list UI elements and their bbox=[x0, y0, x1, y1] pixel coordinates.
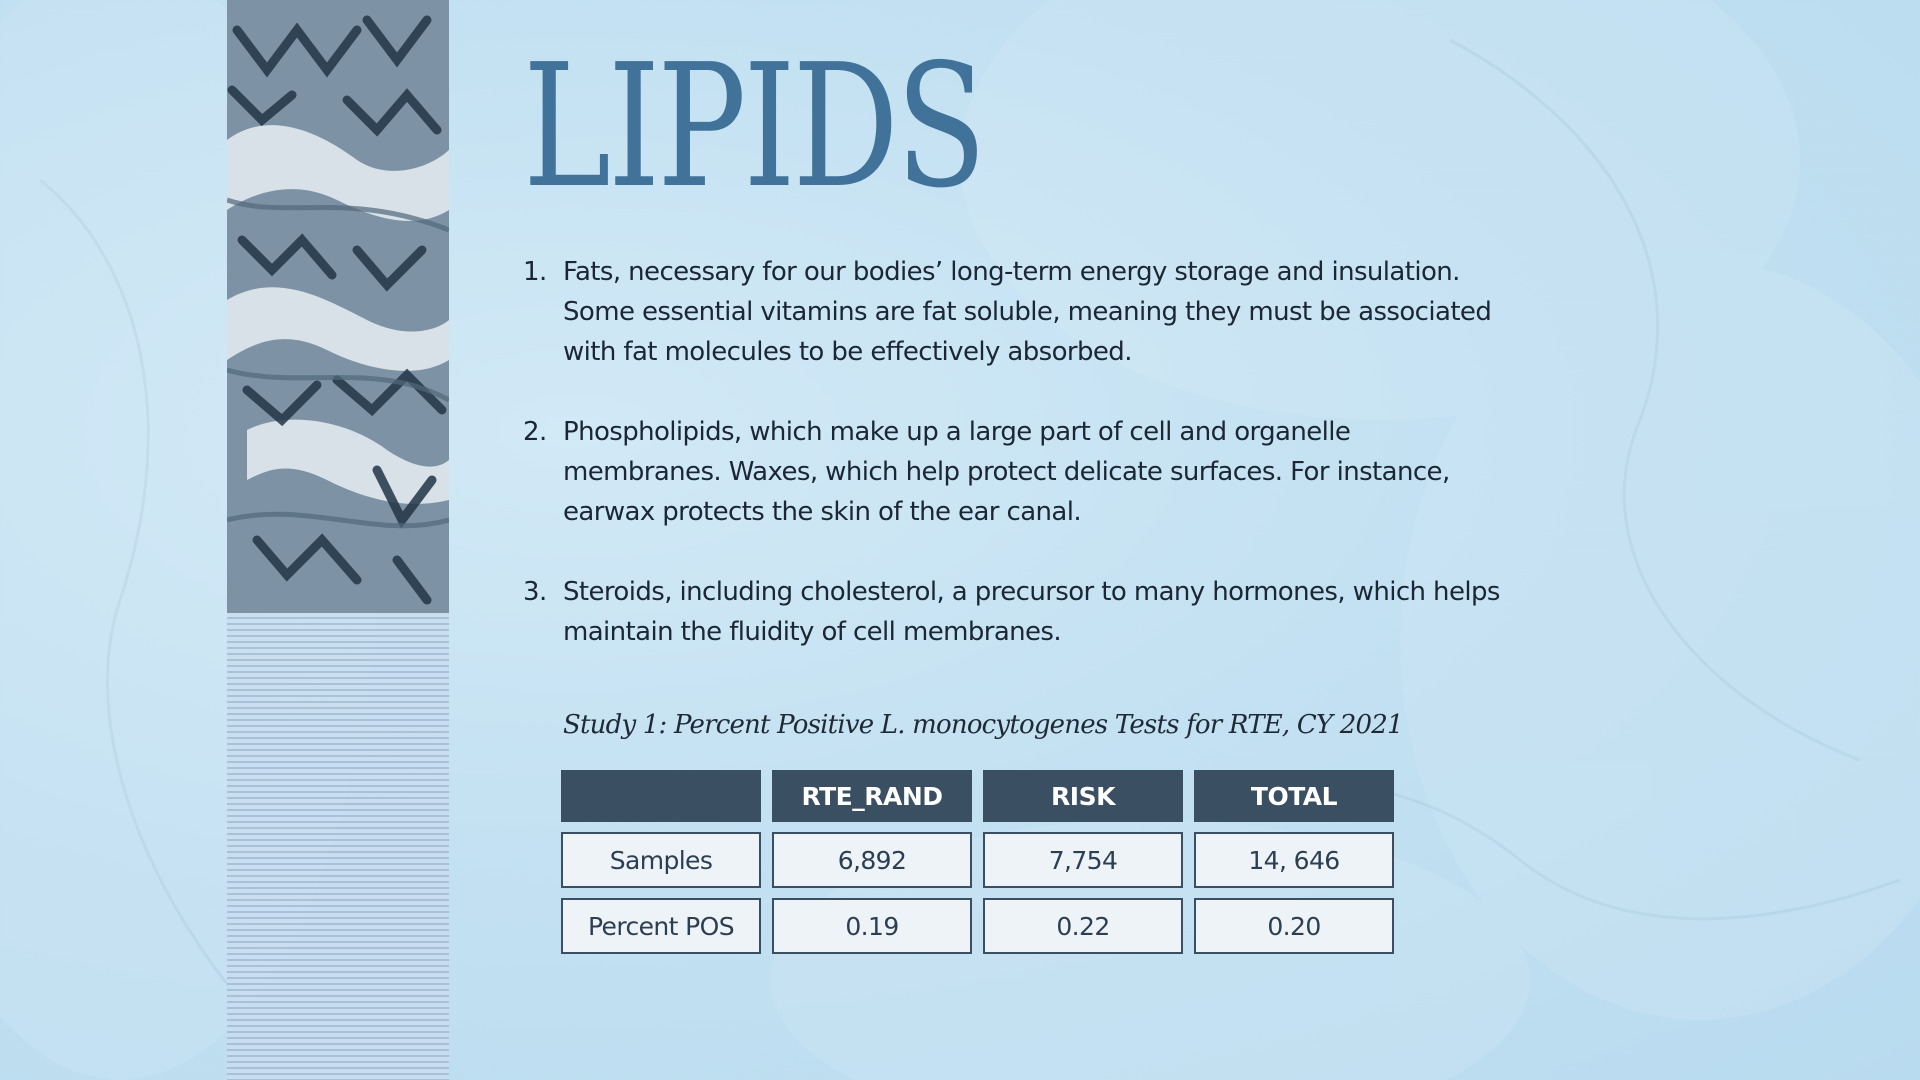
list-item-number: 1. bbox=[523, 257, 547, 287]
striped-panel bbox=[227, 613, 449, 1080]
table-caption: Study 1: Percent Positive L. monocytogenes Tests for RTE, CY 2021 bbox=[563, 710, 1403, 740]
list-item bbox=[523, 412, 1503, 532]
table-cell: 0.20 bbox=[1194, 898, 1394, 954]
list-item-text: Fats, necessary for our bodies’ long-term energy storage and insulation. Some essential vitamins are fat soluble, meaning they must be associated with fat molecules to be effectively absorbed. bbox=[563, 257, 1492, 367]
list-item-text: Phospholipids, which make up a large part of cell and organelle membranes. Waxes, which help protect delicate surfaces. For instance, earwax protects the skin of the ear canal. bbox=[563, 417, 1450, 527]
table-header-cell bbox=[561, 770, 761, 822]
list-item-number: 3. bbox=[523, 577, 547, 607]
table-cell: Samples bbox=[561, 832, 761, 888]
table-cell: 14, 646 bbox=[1194, 832, 1394, 888]
table-header-row bbox=[561, 770, 1394, 822]
page-title: LIPIDS bbox=[523, 28, 984, 226]
table-cell: 7,754 bbox=[983, 832, 1183, 888]
table-row bbox=[561, 898, 1394, 954]
table-cell: 6,892 bbox=[772, 832, 972, 888]
list-item-number: 2. bbox=[523, 417, 547, 447]
table-header-cell: TOTAL bbox=[1194, 770, 1394, 822]
table-cell: 0.19 bbox=[772, 898, 972, 954]
list-item bbox=[523, 572, 1503, 652]
micrograph-image bbox=[227, 0, 449, 613]
list-item-text: Steroids, including cholesterol, a precursor to many hormones, which helps maintain the fluidity of cell membranes. bbox=[563, 577, 1500, 647]
table-header-cell: RISK bbox=[983, 770, 1183, 822]
table-row bbox=[561, 832, 1394, 888]
table-header-cell: RTE_RAND bbox=[772, 770, 972, 822]
lipid-list bbox=[523, 252, 1503, 692]
study-table bbox=[550, 760, 1405, 964]
table-cell: 0.22 bbox=[983, 898, 1183, 954]
side-strip bbox=[227, 0, 449, 1080]
table-cell: Percent POS bbox=[561, 898, 761, 954]
list-item bbox=[523, 252, 1503, 372]
